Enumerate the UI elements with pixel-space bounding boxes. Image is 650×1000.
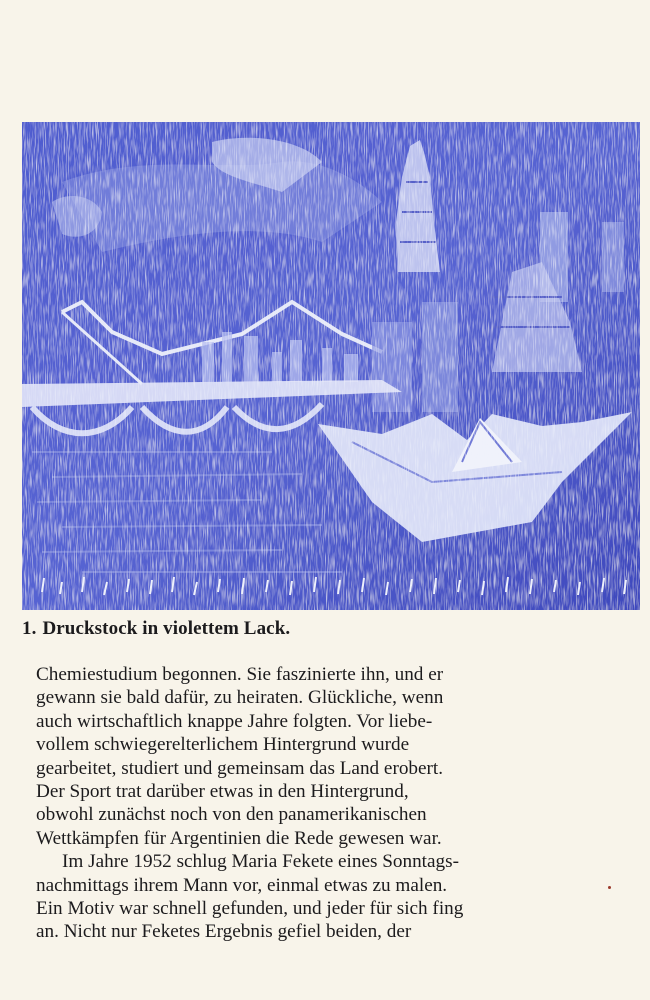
woodcut-print-image <box>22 122 640 610</box>
figure-caption <box>22 618 290 640</box>
text-line: Ein Motiv war schnell gefunden, und jeder für sich fing <box>36 898 464 920</box>
text-line: gewann sie bald dafür, zu heiraten. Glückliche, wenn <box>36 687 444 709</box>
text-line: an. Nicht nur Feketes Ergebnis gefiel beiden, der <box>36 921 412 943</box>
woodcut-print <box>22 122 640 610</box>
text-line: Wettkämpfen für Argentinien die Rede gewesen war. <box>36 827 442 849</box>
text-line: vollem schwiegerelterlichem Hintergrund wurde <box>36 734 410 756</box>
text-line: gearbeitet, studiert und gemeinsam das Land erobert. <box>36 757 444 779</box>
text-line: obwohl zunächst noch von den panamerikanischen <box>36 804 427 826</box>
body-text <box>36 663 606 944</box>
figure-caption-text: Druckstock in violettem Lack. <box>42 618 291 639</box>
text-line: auch wirtschaftlich knappe Jahre folgten. Vor liebe- <box>36 710 433 732</box>
figure-number: 1. <box>22 618 37 639</box>
text-line: Chemiestudium begonnen. Sie faszinierte ihn, und er <box>36 664 444 685</box>
text-line: nachmittags ihrem Mann vor, einmal etwas zu malen. <box>36 874 448 896</box>
print-block <box>22 122 640 610</box>
margin-mark <box>608 886 611 889</box>
text-line: Der Sport trat darüber etwas in den Hintergrund, <box>36 781 409 803</box>
paragraph-start-line: Im Jahre 1952 schlug Maria Fekete eines Sonntags- <box>62 851 459 873</box>
